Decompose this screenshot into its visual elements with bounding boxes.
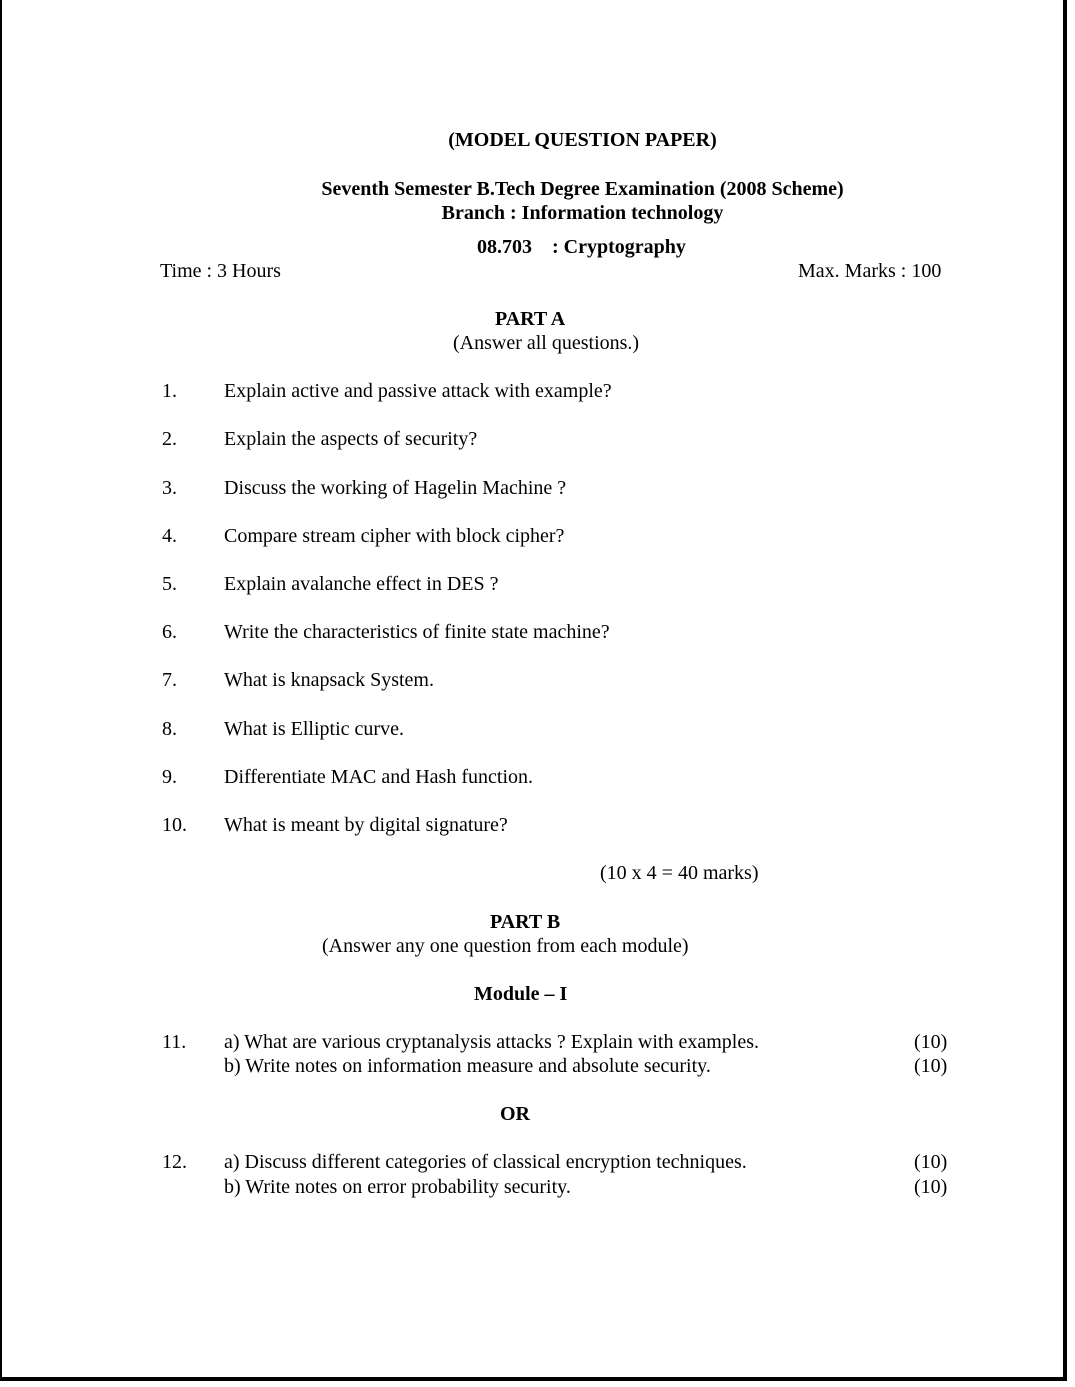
question-text: Discuss the working of Hagelin Machine ? bbox=[224, 477, 567, 499]
question-number: 9. bbox=[162, 766, 177, 788]
question-text: Explain active and passive attack with example? bbox=[224, 380, 612, 402]
question-number: 5. bbox=[162, 573, 177, 595]
question-text: Differentiate MAC and Hash function. bbox=[224, 766, 533, 788]
paper-type-heading: (MODEL QUESTION PAPER) bbox=[448, 129, 717, 151]
question-text: What is meant by digital signature? bbox=[224, 814, 508, 836]
question-number: 8. bbox=[162, 718, 177, 740]
question-number: 6. bbox=[162, 621, 177, 643]
part-a-instruction: (Answer all questions.) bbox=[453, 332, 640, 354]
branch-title: Branch : Information technology bbox=[441, 202, 724, 224]
or-separator: OR bbox=[500, 1103, 530, 1125]
question-number: 3. bbox=[162, 477, 177, 499]
question-part-a-text: a) Discuss different categories of classical encryption techniques. bbox=[224, 1151, 747, 1173]
question-part-a-marks: (10) bbox=[914, 1151, 948, 1173]
question-part-b-text: b) Write notes on error probability security. bbox=[224, 1176, 571, 1198]
part-a-marks-summary: (10 x 4 = 40 marks) bbox=[600, 862, 759, 884]
part-b-instruction: (Answer any one question from each module) bbox=[322, 935, 689, 957]
question-number: 12. bbox=[162, 1151, 187, 1173]
question-part-b-text: b) Write notes on information measure and absolute security. bbox=[224, 1055, 711, 1077]
course-code: 08.703 bbox=[477, 236, 532, 258]
question-number: 7. bbox=[162, 669, 177, 691]
question-part-b-marks: (10) bbox=[914, 1055, 948, 1077]
question-text: Explain avalanche effect in DES ? bbox=[224, 573, 499, 595]
question-text: Explain the aspects of security? bbox=[224, 428, 478, 450]
question-text: What is knapsack System. bbox=[224, 669, 434, 691]
part-b-title: PART B bbox=[490, 911, 561, 933]
question-number: 1. bbox=[162, 380, 177, 402]
question-number: 4. bbox=[162, 525, 177, 547]
module-title: Module – I bbox=[474, 983, 568, 1005]
question-number: 10. bbox=[162, 814, 187, 836]
time-label: Time : 3 Hours bbox=[160, 260, 281, 282]
course-name: : Cryptography bbox=[552, 236, 686, 258]
question-part-a-text: a) What are various cryptanalysis attacks ? Explain with examples. bbox=[224, 1031, 759, 1053]
question-part-a-marks: (10) bbox=[914, 1031, 948, 1053]
question-text: Write the characteristics of finite state machine? bbox=[224, 621, 610, 643]
question-part-b-marks: (10) bbox=[914, 1176, 948, 1198]
question-number: 2. bbox=[162, 428, 177, 450]
question-text: What is Elliptic curve. bbox=[224, 718, 404, 740]
question-text: Compare stream cipher with block cipher? bbox=[224, 525, 565, 547]
exam-title: Seventh Semester B.Tech Degree Examination (2008 Scheme) bbox=[321, 178, 844, 200]
part-a-title: PART A bbox=[495, 308, 566, 330]
max-marks-label: Max. Marks : 100 bbox=[798, 260, 942, 282]
question-number: 11. bbox=[162, 1031, 187, 1053]
